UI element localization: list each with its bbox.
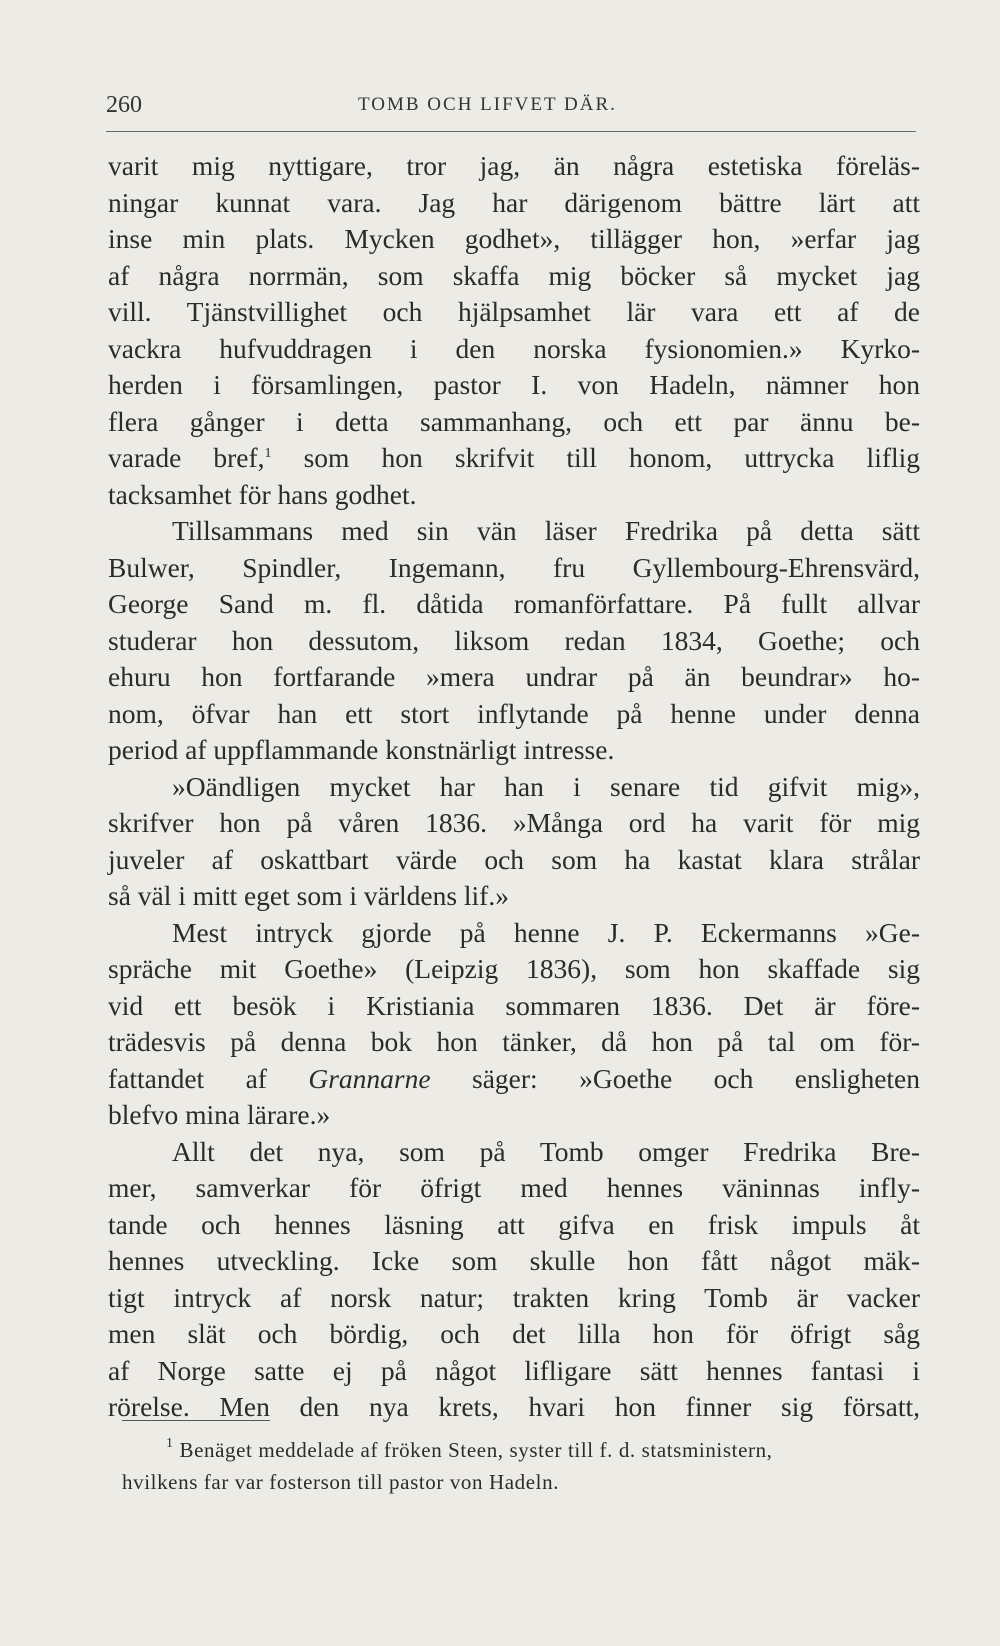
text-line: Allt det nya, som på Tomb omger Fredrika Bre- [172,1135,920,1167]
text-line: varit mig nyttigare, tror jag, än några estetiska föreläs- [108,150,920,181]
text-line: Mest intryck gjorde på henne J. P. Eckermanns »Ge- [172,916,920,948]
text-line: »Oändligen mycket har han i senare tid gifvit mig», [172,770,920,802]
page-number: 260 [106,92,142,118]
text-line: rörelse. Men den nya krets, hvari hon finner sig försatt, [108,1391,920,1422]
text-line: af Norge satte ej på något lifligare sätt hennes fantasi i [108,1354,920,1386]
text-line: spräche mit Goethe» (Leipzig 1836), som hon skaffade sig [108,953,920,984]
text-line: tigt intryck af norsk natur; trakten kring Tomb är vacker [108,1281,920,1313]
text-fragment: varade bref, [108,442,265,473]
text-line: mer, samverkar för öfrigt med hennes väninnas infly- [108,1172,920,1203]
text-line: af några norrmän, som skaffa mig böcker så mycket jag [108,259,920,291]
text-line: juveler af oskattbart värde och som ha kastat klara strålar [108,843,920,875]
text-line: Tillsammans med sin vän läser Fredrika på detta sätt [172,515,920,546]
text-line: ehuru hon fortfarande »mera undrar på än beundrar» ho- [108,661,920,692]
text-line: herden i församlingen, pastor I. von Hadeln, nämner hon [108,369,920,400]
text-line: men slät och bördig, och det lilla hon för öfrigt såg [108,1318,920,1349]
text-fragment: som hon skrifvit till honom, uttrycka liflig [303,442,921,473]
running-head [106,88,916,128]
text-line [108,440,920,477]
text-line: nom, öfvar han ett stort inflytande på henne under denna [108,697,920,729]
italic-title: Grannarne [308,1062,431,1094]
footnotes [122,1434,932,1498]
text-line: tacksamhet för hans godhet. [108,478,417,510]
text-line: flera gånger i detta sammanhang, och ett par ännu be- [108,405,920,437]
text-line: trädesvis på denna bok hon tänker, då hon på tal om för- [108,1026,920,1057]
text-line: studerar hon dessutom, liksom redan 1834, Goethe; och [108,624,920,656]
text-line: vid ett besök i Kristiania sommaren 1836. Det är före- [108,989,920,1021]
header-rule [106,131,916,132]
footnote-marker: 1 [166,1436,174,1451]
text-line: hennes utveckling. Icke som skulle hon fått något mäk- [108,1245,920,1276]
text-line: Bulwer, Spindler, Ingemann, fru Gyllembourg-Ehrensvärd, [108,551,920,583]
text-line: period af uppflammande konstnärligt intresse. [108,734,615,765]
text-line: vill. Tjänstvillighet och hjälpsamhet lär vara ett af de [108,296,920,327]
footnote-rule [122,1420,270,1421]
text-line: ningar kunnat vara. Jag har därigenom bättre lärt att [108,186,920,218]
text-fragment: säger: »Goethe och ensligheten [472,1062,920,1094]
footnote-line [122,1434,932,1466]
footnote-line: hvilkens far var fosterson till pastor von Hadeln. [122,1470,560,1494]
running-title: TOMB OCH LIFVET DÄR. [358,94,617,115]
text-line: George Sand m. fl. dåtida romanförfattare. På fullt allvar [108,588,920,619]
text-line: inse min plats. Mycken godhet», tillägger hon, »erfar jag [108,223,920,254]
text-line: skrifver hon på våren 1836. »Många ord ha varit för mig [108,807,920,838]
text-fragment: fattandet af [108,1062,267,1094]
text-line: så väl i mitt eget som i världens lif.» [108,880,509,911]
footnote-reference: 1 [264,446,272,461]
body-text [108,148,920,1426]
text-line [108,1061,920,1098]
footnote-text: Benäget meddelade af fröken Steen, syster till f. d. statsministern, [179,1438,773,1462]
text-line: blefvo mina lärare.» [108,1099,331,1130]
text-line: vackra hufvuddragen i den norska fysionomien.» Kyrko- [108,332,920,364]
text-line: tande och hennes läsning att gifva en frisk impuls åt [108,1208,920,1240]
